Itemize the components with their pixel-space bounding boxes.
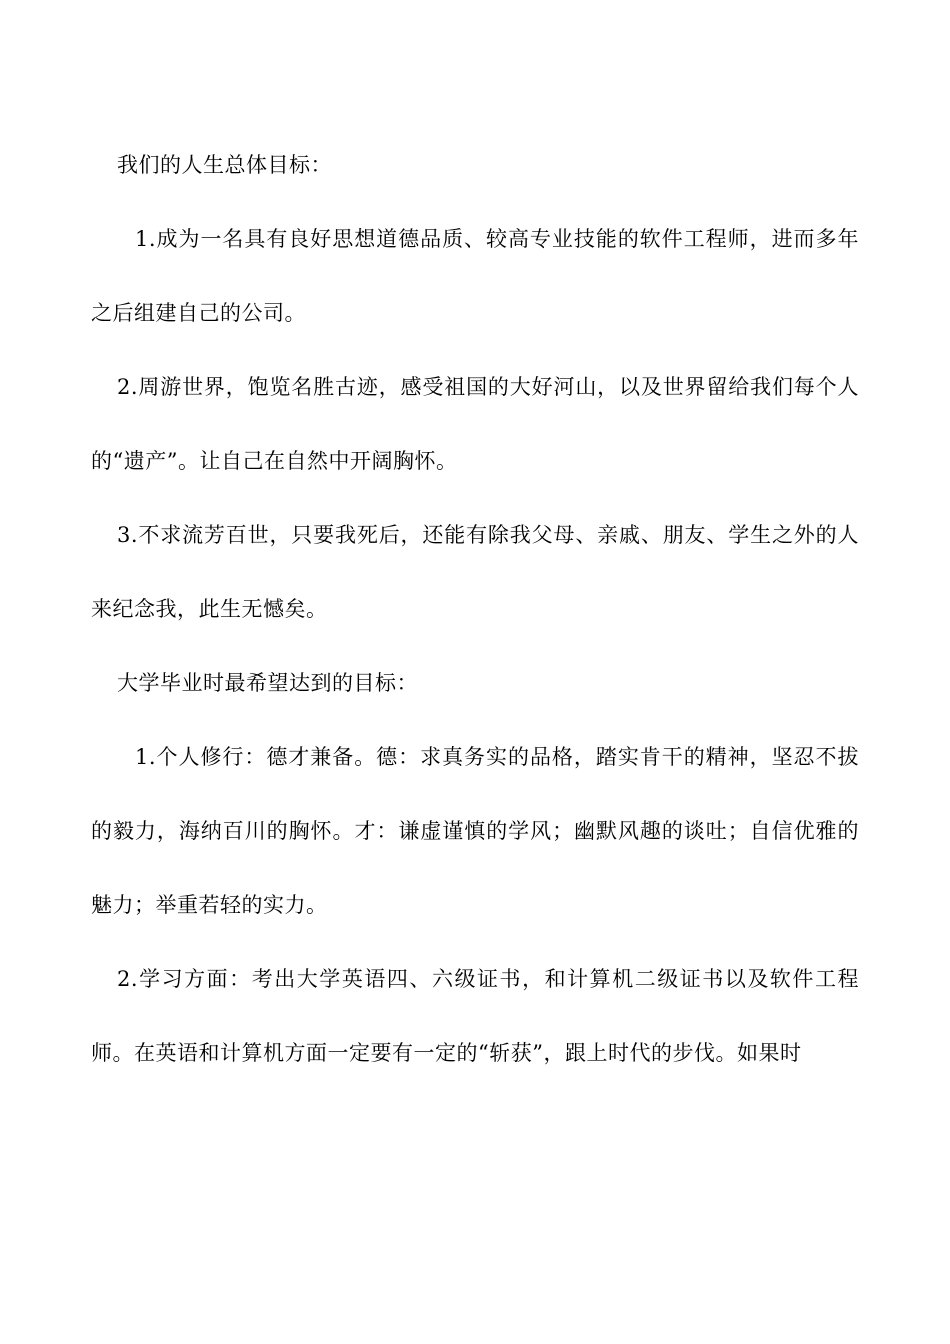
life-goals-heading: 我们的人生总体目标： [117, 153, 332, 177]
life-goal-item-3: 3.不求流芳百世，只要我死后，还能有除我父母、亲戚、朋友、学生之外的人来纪念我，此生无憾矣。 [91, 523, 859, 621]
graduation-goal-item-2: 2.学习方面：考出大学英语四、六级证书，和计算机二级证书以及软件工程师。在英语和计算机方面一定要有一定的“斩获”，跟上时代的步伐。如果时 [91, 967, 859, 1065]
graduation-goal-item-1: 1.个人修行：德才兼备。德：求真务实的品格，踏实肯干的精神，坚忍不拔的毅力，海纳百川的胸怀。才：谦虚谨慎的学风；幽默风趣的谈吐；自信优雅的魅力；举重若轻的实力。 [91, 745, 859, 917]
life-goal-item-1: 1.成为一名具有良好思想道德品质、较高专业技能的软件工程师，进而多年之后组建自己的公司。 [91, 227, 859, 325]
document-body [91, 128, 859, 1090]
graduation-goals-heading: 大学毕业时最希望达到的目标： [117, 671, 418, 695]
life-goal-item-2: 2.周游世界，饱览名胜古迹，感受祖国的大好河山，以及世界留给我们每个人的“遗产”。让自己在自然中开阔胸怀。 [91, 375, 859, 473]
